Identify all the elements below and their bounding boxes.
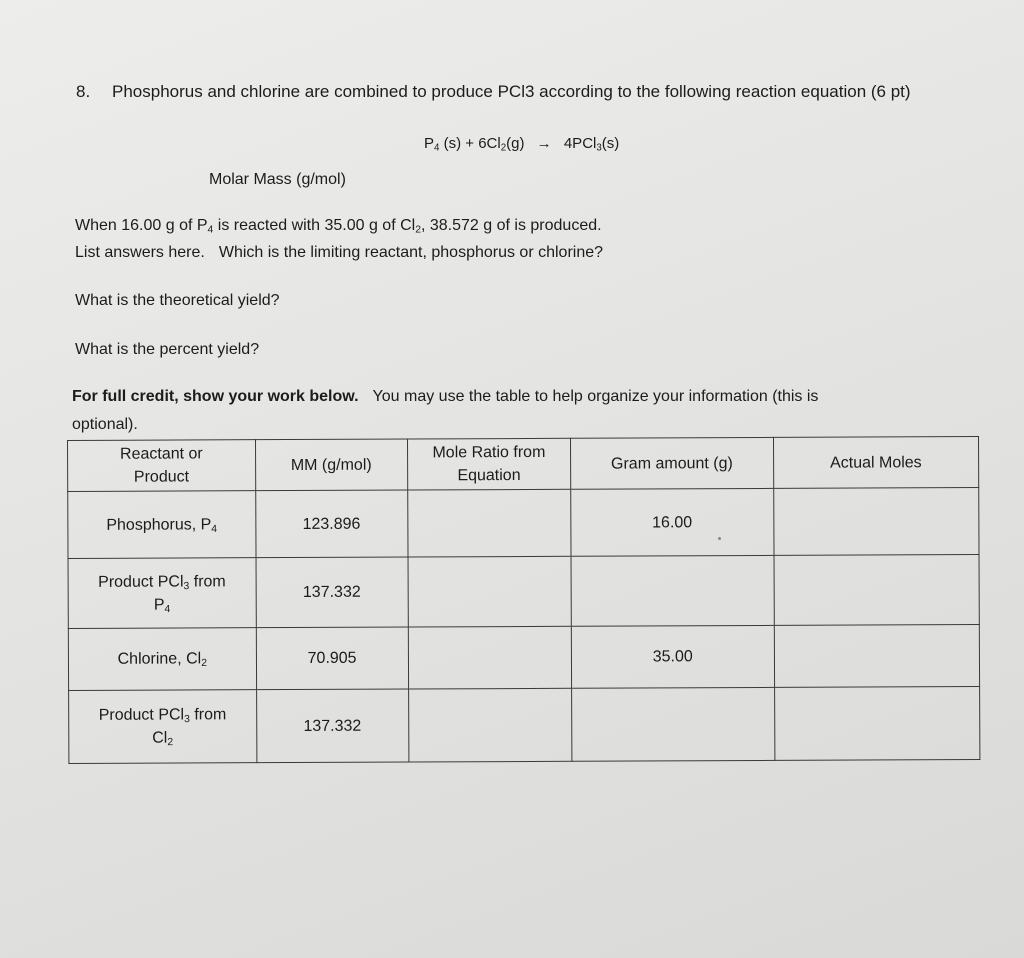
row-name-line2: P [153,596,165,614]
cell-mole-ratio[interactable] [408,557,572,628]
cell-actual-moles[interactable] [774,625,980,688]
percent-yield-question: What is the percent yield? [75,341,260,358]
cell-mole-ratio[interactable] [408,689,572,763]
credit-instructions [72,388,818,406]
cell-mm: 70.905 [256,627,408,690]
eq-p-sub: 4 [434,142,440,154]
eq-product-state: (s) [601,135,620,152]
table-row-phosphorus [68,488,979,559]
given-statement [75,217,602,235]
header-actual-moles: Actual Moles [773,437,979,489]
work-table [67,436,980,764]
cell-name [68,558,256,629]
row-name-sub: 3 [184,714,190,726]
cell-grams[interactable]: 16.00 [571,489,774,557]
eq-product-sub: 3 [596,142,602,154]
reaction-equation [424,135,619,152]
list-answers-label: List answers here. [75,244,205,261]
row-name-text: Product PCl [98,706,185,725]
given-part2: is reacted with 35.00 g of Cl [213,217,416,234]
table-header-row [68,437,979,492]
row-name-sub: 2 [201,658,208,670]
question-text: Phosphorus and chlorine are combined to produce PCl3 according to the following reaction equation (6 pt) [112,82,911,101]
question-number: 8. [76,82,91,101]
given-sub2: 2 [415,224,421,236]
row-name-line2: Cl [152,729,168,748]
row-name-tail: from [189,706,227,724]
cell-grams[interactable]: 35.00 [571,626,774,689]
molar-mass-label: Molar Mass (g/mol) [209,171,346,188]
cell-actual-moles[interactable] [774,555,980,626]
cell-mm: 123.896 [255,490,407,558]
question-prompt [76,82,911,102]
table-row-chlorine [68,625,979,691]
eq-cl-sub: 2 [500,142,507,154]
eq-product: 4PCl [563,135,597,152]
row-name-sub: 3 [183,580,190,592]
given-part1: When 16.00 g of P [75,217,208,234]
row-name-text: Chlorine, Cl [117,650,202,669]
eq-cl-state: (g) [506,135,525,152]
row-name-sub: 4 [211,523,218,535]
header-molar-mass: MM (g/mol) [255,439,407,491]
cell-mm: 137.332 [256,689,408,763]
table-row-pcl3-from-p4 [68,555,979,629]
cell-grams[interactable] [571,556,774,627]
credit-normal: You may use the table to help organize your information (this is [372,388,819,405]
cell-actual-moles[interactable] [774,687,980,761]
given-sub1: 4 [207,224,214,236]
header-reactant-product [68,440,256,492]
limiting-question: Which is the limiting reactant, phosphorus or chlorine? [218,244,604,261]
cell-name [68,628,256,691]
row-name-line2-sub: 2 [167,737,174,749]
cell-name [69,690,257,764]
eq-p-state: (s) + 6Cl [439,135,501,152]
row-name-text: Product PCl [98,573,184,591]
limiting-reactant-line [75,244,603,262]
table-row-pcl3-from-cl2 [69,687,980,764]
eq-p: P [424,135,435,152]
header-mole-ratio [407,438,571,490]
cell-mole-ratio[interactable] [408,627,572,690]
row-name-text: Phosphorus, P [106,516,212,534]
header-mole-ratio-line1: Mole Ratio from [432,443,546,462]
cell-mm: 137.332 [256,557,408,628]
given-part3: , 38.572 g of is produced. [420,217,602,234]
header-reactant-line2: Product [133,468,190,486]
header-gram-amount: Gram amount (g) [571,437,774,489]
reaction-arrow-icon: → [536,135,552,152]
theoretical-yield-question: What is the theoretical yield? [75,292,280,309]
cell-mole-ratio[interactable] [407,490,571,558]
row-name-tail: from [189,572,226,591]
credit-continuation: optional). [72,416,138,433]
row-name-line2-sub: 4 [164,604,171,616]
cell-name [68,491,256,559]
cell-grams[interactable] [572,688,775,762]
header-reactant-line1: Reactant or [119,445,203,463]
credit-bold: For full credit, show your work below. [72,388,359,405]
pencil-dot-mark [718,537,721,540]
cell-actual-moles[interactable] [773,488,979,556]
header-mole-ratio-line2: Equation [457,467,521,485]
